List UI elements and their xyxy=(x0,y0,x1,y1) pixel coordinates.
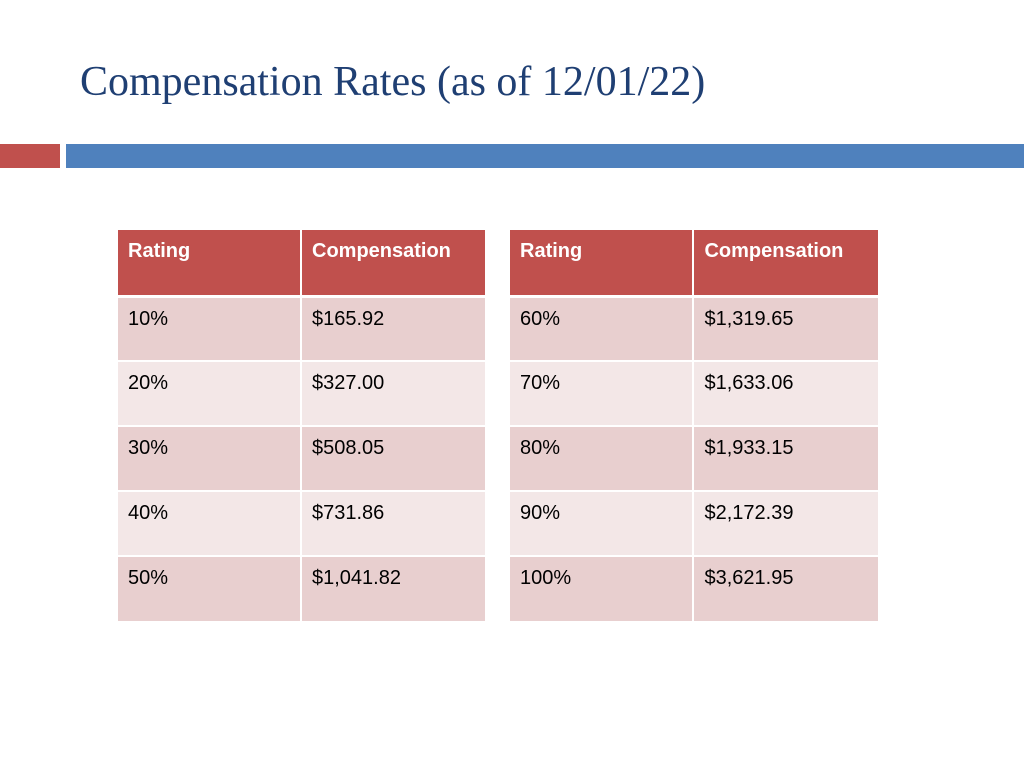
compensation-cell: $2,172.39 xyxy=(693,491,878,556)
rating-column-header: Rating xyxy=(118,230,301,296)
compensation-cell: $165.92 xyxy=(301,296,485,361)
rating-column-header: Rating xyxy=(510,230,693,296)
compensation-cell: $1,633.06 xyxy=(693,361,878,426)
compensation-cell: $1,319.65 xyxy=(693,296,878,361)
rating-cell: 90% xyxy=(510,491,693,556)
table-row xyxy=(118,296,485,361)
rating-cell: 100% xyxy=(510,556,693,621)
table-row xyxy=(118,426,485,491)
rating-cell: 20% xyxy=(118,361,301,426)
rating-cell: 60% xyxy=(510,296,693,361)
compensation-column-header: Compensation xyxy=(301,230,485,296)
table-row xyxy=(510,491,878,556)
rating-cell: 10% xyxy=(118,296,301,361)
table-row xyxy=(510,426,878,491)
title-accent-bar-blue xyxy=(66,144,1024,168)
table-row xyxy=(510,361,878,426)
table-row xyxy=(118,491,485,556)
rating-cell: 70% xyxy=(510,361,693,426)
compensation-cell: $1,041.82 xyxy=(301,556,485,621)
compensation-cell: $508.05 xyxy=(301,426,485,491)
table-row xyxy=(118,361,485,426)
table-header-row xyxy=(118,230,485,296)
title-accent-bar-red xyxy=(0,144,60,168)
table-header-row xyxy=(510,230,878,296)
compensation-cell: $731.86 xyxy=(301,491,485,556)
rating-cell: 30% xyxy=(118,426,301,491)
compensation-column-header: Compensation xyxy=(693,230,878,296)
rating-cell: 40% xyxy=(118,491,301,556)
rating-cell: 50% xyxy=(118,556,301,621)
table-row xyxy=(510,556,878,621)
compensation-cell: $327.00 xyxy=(301,361,485,426)
compensation-table-right xyxy=(510,230,878,621)
table-row xyxy=(510,296,878,361)
compensation-cell: $3,621.95 xyxy=(693,556,878,621)
table-row xyxy=(118,556,485,621)
rating-cell: 80% xyxy=(510,426,693,491)
compensation-table-left xyxy=(118,230,485,621)
slide-title: Compensation Rates (as of 12/01/22) xyxy=(80,59,706,105)
compensation-cell: $1,933.15 xyxy=(693,426,878,491)
